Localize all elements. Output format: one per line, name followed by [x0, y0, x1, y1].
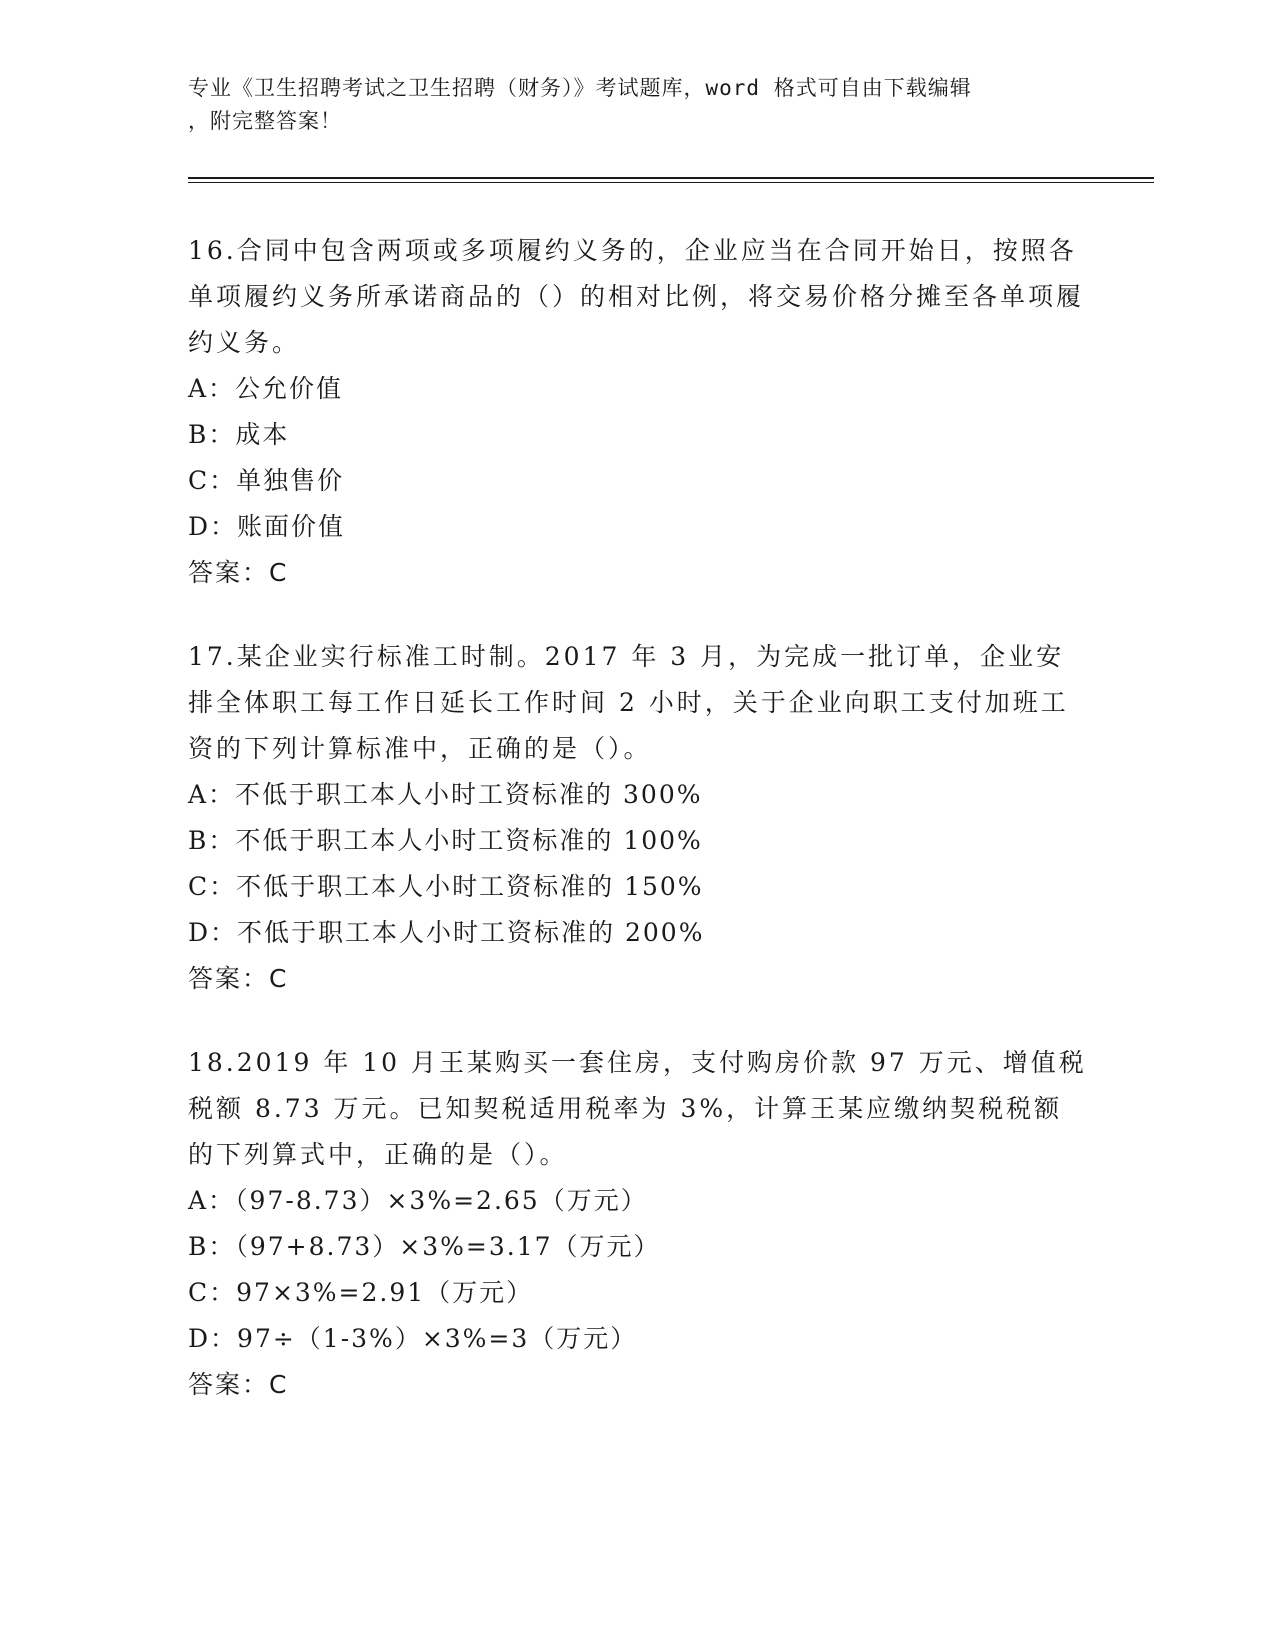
- option-c: C：不低于职工本人小时工资标准的 150%: [188, 872, 704, 901]
- answer: 答案：C: [188, 964, 289, 993]
- option-d: D：不低于职工本人小时工资标准的 200%: [188, 918, 705, 947]
- question-16: [188, 228, 1088, 596]
- question-text: 16.合同中包含两项或多项履约义务的，企业应当在合同开始日，按照各单项履约义务所承诺商品的（）的相对比例，将交易价格分摊至各单项履约义务。: [188, 236, 1085, 357]
- question-18: [188, 1040, 1088, 1408]
- option-a: A：不低于职工本人小时工资标准的 300%: [188, 780, 703, 809]
- question-text: 17.某企业实行标准工时制。2017 年 3 月，为完成一批订单，企业安排全体职工每工作日延长工作时间 2 小时，关于企业向职工支付加班工资的下列计算标准中，正确的是（）。: [188, 642, 1069, 763]
- option-b: B：（97+8.73）×3%=3.17（万元）: [188, 1232, 661, 1261]
- option-c: C：单独售价: [188, 466, 345, 495]
- header-line-1: 专业《卫生招聘考试之卫生招聘（财务）》考试题库，word 格式可自由下载编辑: [188, 76, 972, 100]
- document-header: [188, 72, 1088, 138]
- answer: 答案：C: [188, 558, 289, 587]
- question-text: 18.2019 年 10 月王某购买一套住房，支付购房价款 97 万元、增值税税额 8.73 万元。已知契税适用税率为 3%，计算王某应缴纳契税税额的下列算式中，正确的是（）。: [188, 1048, 1087, 1169]
- option-c: C：97×3%=2.91（万元）: [188, 1278, 534, 1307]
- header-divider-thin: [188, 182, 1154, 183]
- answer: 答案：C: [188, 1370, 289, 1399]
- option-d: D：账面价值: [188, 512, 346, 541]
- option-b: B：成本: [188, 420, 290, 449]
- option-d: D：97÷（1-3%）×3%=3（万元）: [188, 1324, 638, 1353]
- header-line-2: ，附完整答案！: [188, 109, 342, 133]
- option-a: A：（97-8.73）×3%=2.65（万元）: [188, 1186, 648, 1215]
- header-divider-thick: [188, 177, 1154, 179]
- option-b: B：不低于职工本人小时工资标准的 100%: [188, 826, 703, 855]
- question-17: [188, 634, 1088, 1002]
- option-a: A：公允价值: [188, 374, 344, 403]
